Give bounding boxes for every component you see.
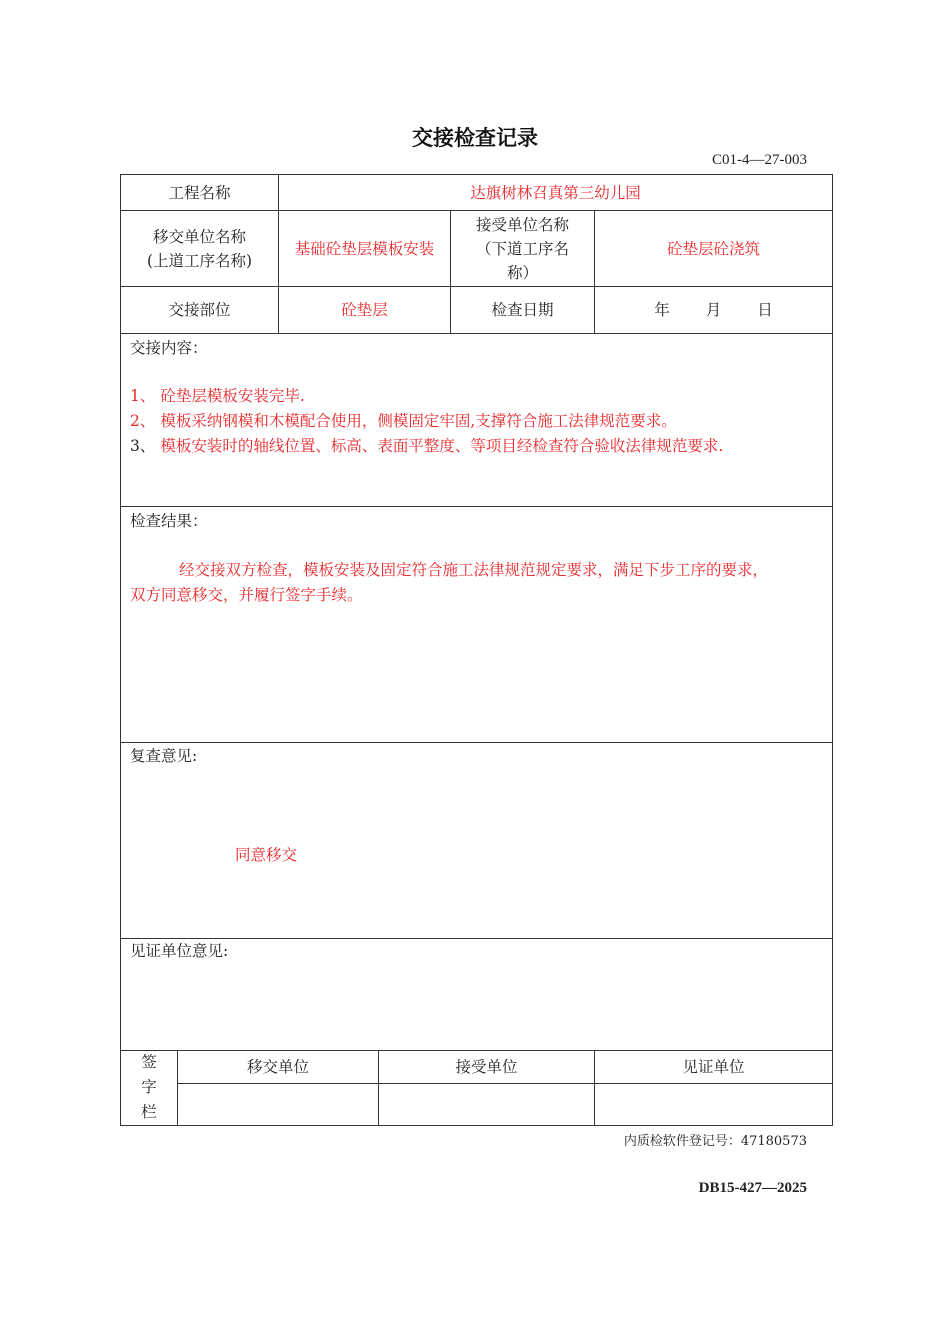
table-border-right	[832, 174, 833, 1126]
receiver-unit-label	[451, 211, 594, 286]
signature-char: 栏	[141, 1103, 157, 1121]
inspection-table	[120, 174, 833, 1126]
content-item-3	[130, 433, 723, 459]
signature-char: 字	[141, 1078, 157, 1096]
handover-unit-label	[121, 211, 278, 286]
handover-part-value: 砼垫层	[341, 301, 388, 319]
inspection-result-line1: 经交接双方检查，模板安装及固定符合施工法律规范规定要求，满足下步工序的要求，	[179, 561, 769, 579]
project-name-value: 达旗树林召真第三幼儿园	[470, 183, 641, 202]
handover-unit-label-line2: (上道工序名称)	[146, 251, 253, 270]
signature-char: 签	[141, 1053, 157, 1071]
table-border-bottom	[120, 1125, 833, 1126]
date-month: 月	[705, 301, 722, 319]
date-day: 日	[757, 301, 773, 319]
review-opinion-value: 同意移交	[235, 846, 298, 864]
date-year: 年	[654, 301, 670, 319]
signature-receiver-header: 接受单位	[455, 1058, 518, 1076]
row-divider	[120, 333, 833, 334]
content-item-1-num: 1、	[130, 387, 156, 405]
signature-handover-header: 移交单位	[246, 1058, 309, 1076]
inspection-date-value	[595, 287, 832, 333]
signature-side-label	[121, 1050, 177, 1125]
content-item-2-text: 模板采纳钢模和木模配合使用，侧模固定牢固,支撑符合施工法律规范要求。	[160, 412, 677, 430]
form-code: C01-4—27-003	[712, 152, 807, 168]
review-opinion-label: 复查意见:	[130, 747, 198, 765]
content-item-2-num: 2、	[130, 412, 156, 430]
content-item-3-num: 3、	[130, 437, 156, 455]
handover-unit-value: 基础砼垫层模板安装	[294, 239, 435, 258]
handover-part-label: 交接部位	[168, 301, 231, 319]
project-name-label: 工程名称	[168, 183, 231, 202]
document-title: 交接检查记录	[412, 125, 538, 150]
receiver-unit-label-line3: 称）	[506, 263, 538, 282]
content-item-2	[130, 408, 677, 434]
witness-opinion-label: 见证单位意见:	[130, 942, 229, 960]
standard-code: DB15-427—2025	[698, 1180, 807, 1196]
handover-content-label: 交接内容：	[130, 339, 208, 357]
inspection-date-label: 检查日期	[491, 301, 554, 319]
handover-unit-label-line1: 移交单位名称	[152, 227, 246, 246]
signature-receiver-field[interactable]	[379, 1084, 594, 1125]
signature-witness-field[interactable]	[595, 1084, 832, 1125]
content-item-1-text: 砼垫层模板安装完毕.	[160, 387, 305, 405]
receiver-unit-label-line2: （下道工序名	[475, 239, 569, 258]
inspection-result-label: 检查结果：	[130, 512, 208, 530]
signature-handover-field[interactable]	[178, 1084, 378, 1125]
row-divider	[120, 742, 833, 743]
row-divider	[120, 506, 833, 507]
receiver-unit-value: 砼垫层砼浇筑	[666, 239, 760, 258]
content-item-3-text: 模板安装时的轴线位置、标高、表面平整度、等项目经检查符合验收法律规范要求.	[160, 437, 724, 455]
content-item-1	[130, 383, 305, 409]
signature-witness-header: 见证单位	[682, 1058, 745, 1076]
receiver-unit-label-line1: 接受单位名称	[475, 215, 569, 234]
inspection-result-line2: 双方同意移交，并履行签字手续。	[130, 586, 363, 604]
registration-number: 内质检软件登记号：47180573	[623, 1134, 807, 1149]
